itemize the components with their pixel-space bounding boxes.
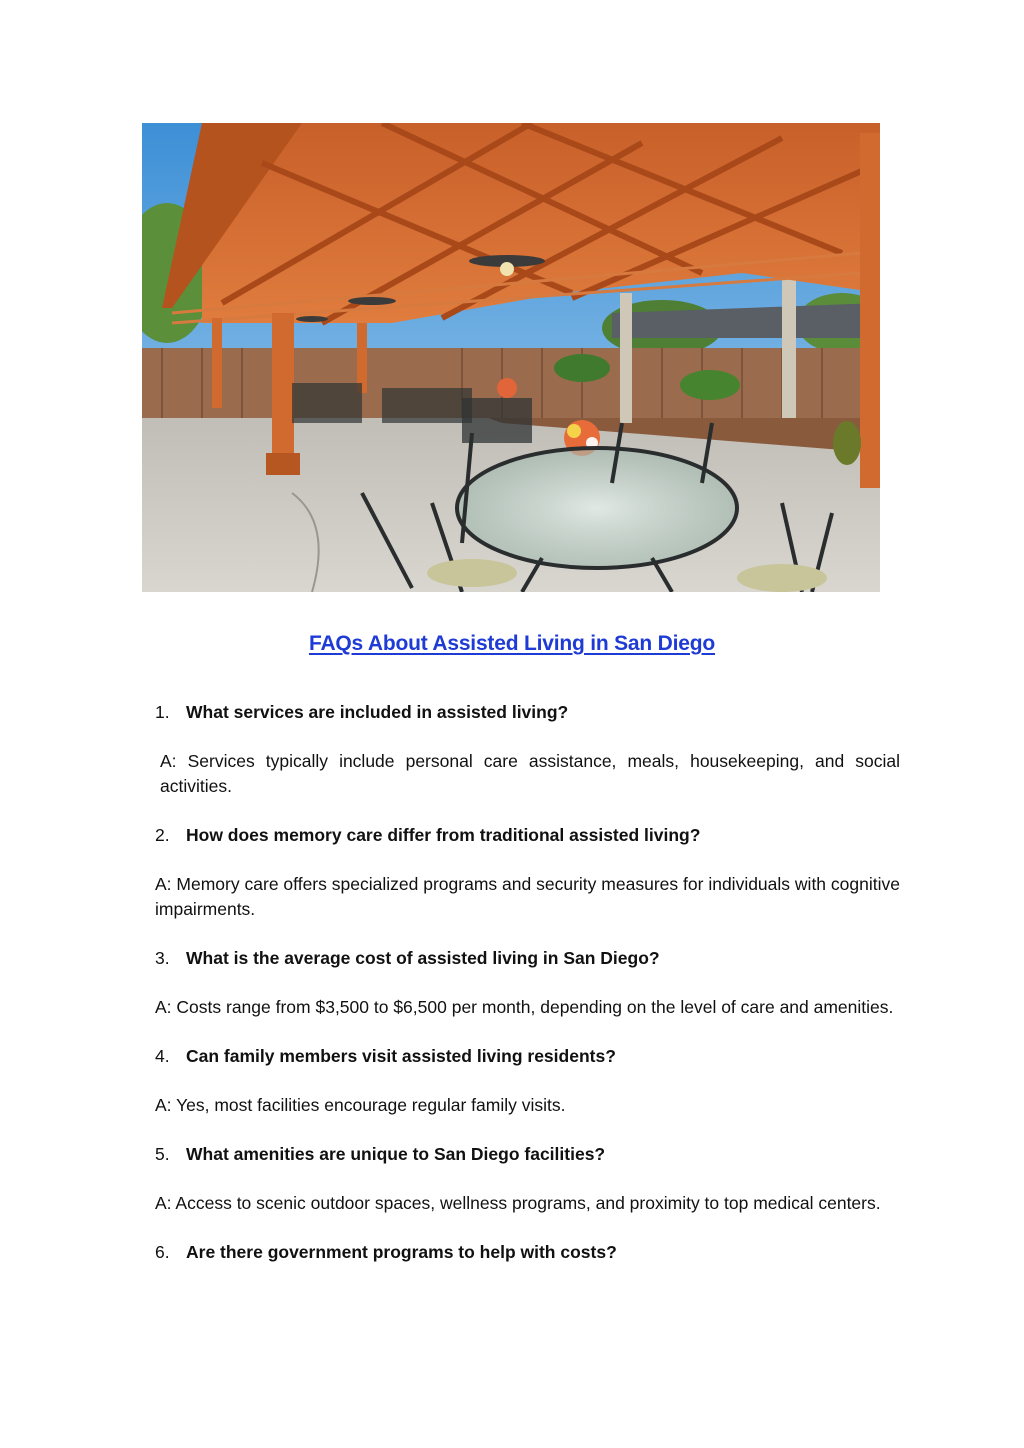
faq-number: 3. — [155, 948, 170, 968]
faq-question-4 — [155, 1044, 900, 1069]
faq-question-2 — [155, 823, 900, 848]
faq-question-text: What is the average cost of assisted living in San Diego? — [186, 948, 660, 968]
faq-number: 5. — [155, 1144, 170, 1164]
faq-number: 1. — [155, 702, 170, 722]
faq-list — [155, 700, 900, 1265]
faq-answer-1: A: Services typically include personal care assistance, meals, housekeeping, and social activities. — [160, 751, 900, 796]
faq-answer-4: A: Yes, most facilities encourage regular family visits. — [155, 1095, 566, 1115]
faq-number: 2. — [155, 825, 170, 845]
patio-pergola-photo-icon — [142, 123, 880, 592]
faq-number: 4. — [155, 1046, 170, 1066]
faq-answer-5: A: Access to scenic outdoor spaces, wellness programs, and proximity to top medical centers. — [155, 1193, 881, 1213]
faq-question-text: What amenities are unique to San Diego facilities? — [186, 1144, 606, 1164]
faq-question-5 — [155, 1142, 900, 1167]
faq-question-text: Are there government programs to help with costs? — [186, 1242, 617, 1262]
faq-question-1 — [155, 700, 900, 725]
faq-question-6 — [155, 1240, 900, 1265]
page-title[interactable]: FAQs About Assisted Living in San Diego — [308, 632, 716, 655]
faq-number: 6. — [155, 1242, 170, 1262]
faq-question-text: Can family members visit assisted living residents? — [186, 1046, 616, 1066]
faq-answer-2: A: Memory care offers specialized programs and security measures for individuals with cognitive impairments. — [155, 874, 900, 919]
faq-answer-3: A: Costs range from $3,500 to $6,500 per month, depending on the level of care and amenities. — [155, 997, 894, 1017]
faq-question-text: What services are included in assisted living? — [186, 702, 569, 722]
hero-photo — [142, 123, 880, 592]
faq-question-text: How does memory care differ from traditional assisted living? — [186, 825, 701, 845]
faq-question-3 — [155, 946, 900, 971]
